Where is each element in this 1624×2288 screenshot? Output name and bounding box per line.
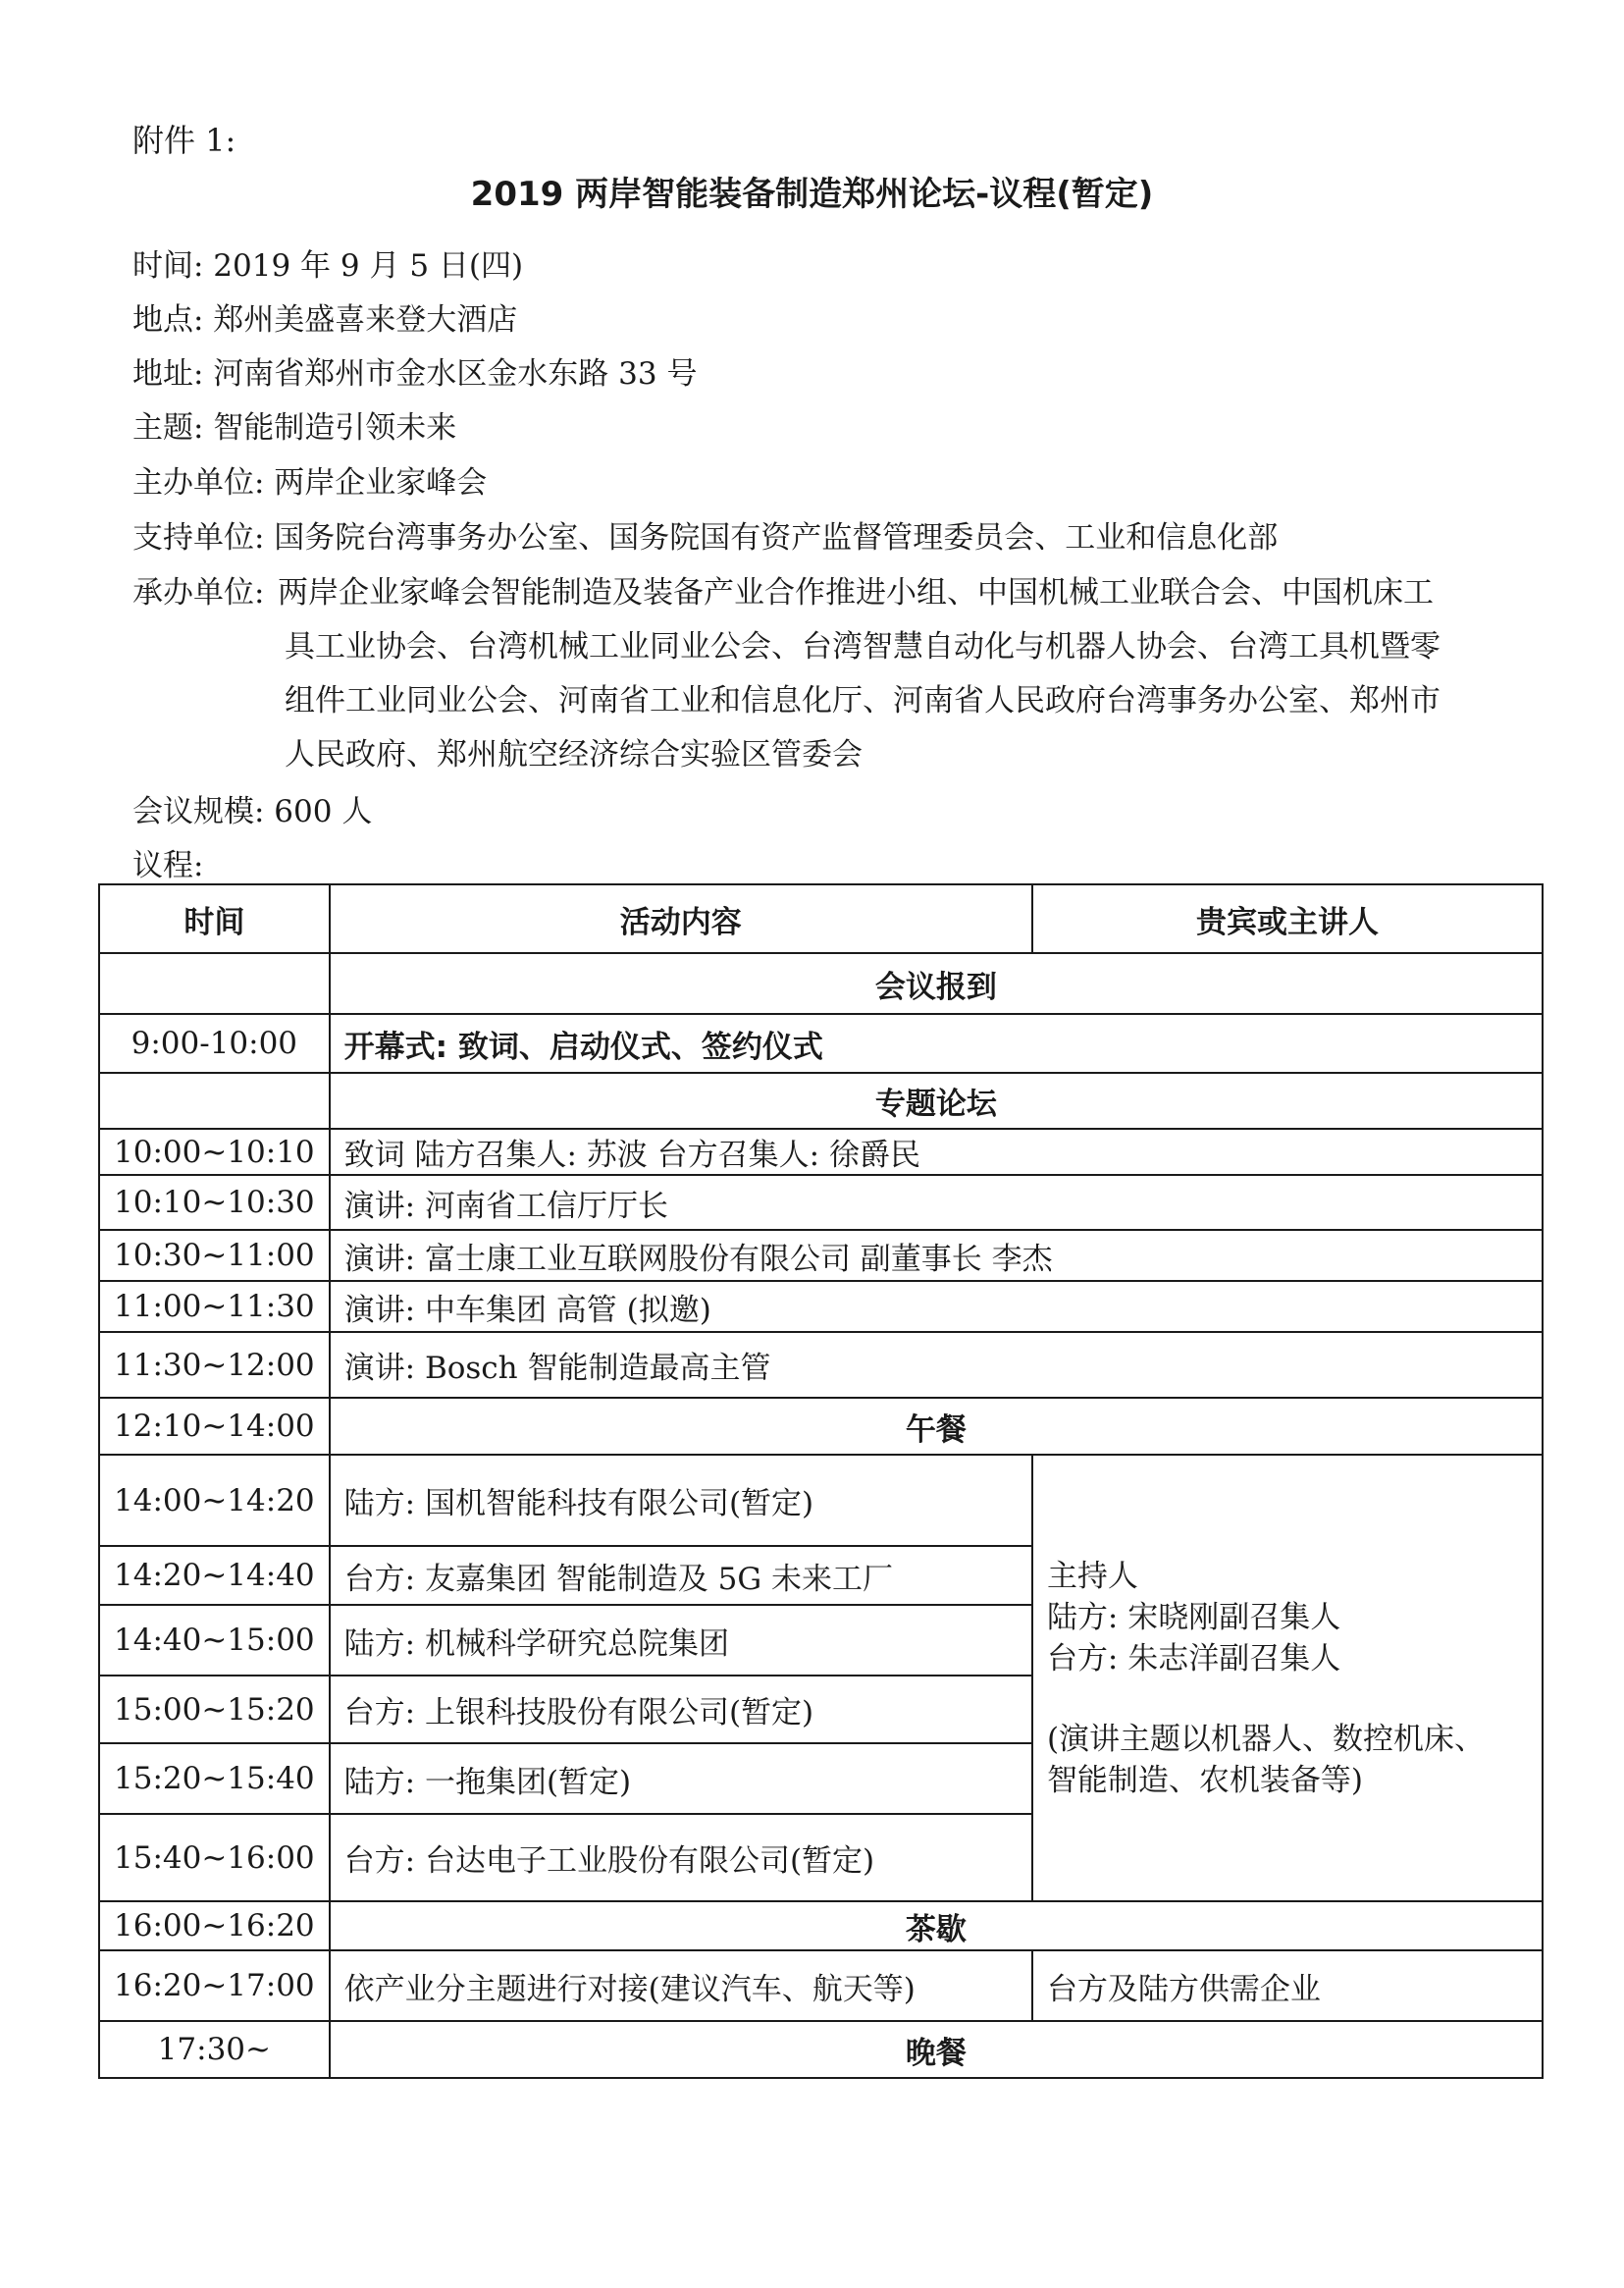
- time-cell: 10:10~10:30: [99, 1175, 330, 1230]
- table-row: [99, 1455, 1543, 1546]
- host-line: 陆方: 宋晓刚副召集人: [1046, 1599, 1341, 1635]
- table-row: [99, 1901, 1543, 1950]
- host-line: 台方: 朱志洋副召集人: [1046, 1640, 1341, 1676]
- content-cell: 演讲: 富士康工业互联网股份有限公司 副董事长 李杰: [330, 1230, 1543, 1281]
- forum-cell: 专题论坛: [330, 1073, 1543, 1129]
- organizer-line: 两岸企业家峰会智能制造及装备产业合作推进小组、中国机械工业联合会、中国机床工: [278, 575, 1434, 611]
- time-cell: 15:20~15:40: [99, 1743, 330, 1814]
- time-cell: 16:00~16:20: [99, 1901, 330, 1950]
- table-row: [99, 1129, 1543, 1175]
- host-line: 主持人: [1046, 1558, 1138, 1594]
- organizer-line: 组件工业同业公会、河南省工业和信息化厅、河南省人民政府台湾事务办公室、郑州市: [285, 683, 1441, 718]
- guest-cell: 台方及陆方供需企业: [1032, 1950, 1543, 2021]
- organizer-label: 承办单位:: [132, 575, 265, 611]
- time-cell: [99, 1073, 330, 1129]
- table-row: [99, 1281, 1543, 1332]
- info-venue: 地点: 郑州美盛喜来登大酒店: [132, 302, 518, 338]
- content-cell: 台方: 上银科技股份有限公司(暂定): [330, 1676, 1032, 1743]
- content-cell: 陆方: 一拖集团(暂定): [330, 1743, 1032, 1814]
- organizer-list: [278, 566, 1624, 782]
- table-row: [99, 1398, 1543, 1455]
- table-row: [99, 1950, 1543, 2021]
- time-cell: 16:20~17:00: [99, 1950, 330, 2021]
- content-cell: 演讲: 中车集团 高管 (拟邀): [330, 1281, 1543, 1332]
- attachment-label: 附件 1:: [132, 122, 236, 159]
- table-row: [99, 1230, 1543, 1281]
- table-header-row: [99, 884, 1543, 953]
- opening-cell: 开幕式: 致词、启动仪式、签约仪式: [330, 1014, 1543, 1073]
- tea-cell: 茶歇: [330, 1901, 1543, 1950]
- time-cell: 12:10~14:00: [99, 1398, 330, 1455]
- topic-line: (演讲主题以机器人、数控机床、: [1046, 1721, 1486, 1757]
- content-cell: 依产业分主题进行对接(建议汽车、航天等): [330, 1950, 1032, 2021]
- content-cell: 致词 陆方召集人: 苏波 台方召集人: 徐爵民: [330, 1129, 1543, 1175]
- header-time: 时间: [99, 884, 330, 953]
- table-row: [99, 1332, 1543, 1398]
- dinner-cell: 晚餐: [330, 2021, 1543, 2078]
- header-content: 活动内容: [330, 884, 1032, 953]
- info-time: 时间: 2019 年 9 月 5 日(四): [132, 248, 524, 284]
- table-row: [99, 1073, 1543, 1129]
- document-title: 2019 两岸智能装备制造郑州论坛-议程(暂定): [470, 175, 1154, 214]
- time-cell: [99, 953, 330, 1014]
- time-cell: 14:20~14:40: [99, 1546, 330, 1605]
- time-cell: 11:30~12:00: [99, 1332, 330, 1398]
- info-scale: 会议规模: 600 人: [132, 794, 373, 829]
- host-cell: [1032, 1455, 1543, 1901]
- time-cell: 14:00~14:20: [99, 1455, 330, 1546]
- registration-cell: 会议报到: [330, 953, 1543, 1014]
- organizer-line: 人民政府、郑州航空经济综合实验区管委会: [285, 737, 863, 772]
- table-row: [99, 953, 1543, 1014]
- content-cell: 台方: 台达电子工业股份有限公司(暂定): [330, 1814, 1032, 1901]
- lunch-cell: 午餐: [330, 1398, 1543, 1455]
- info-host: 主办单位: 两岸企业家峰会: [132, 465, 488, 501]
- content-cell: 台方: 友嘉集团 智能制造及 5G 未来工厂: [330, 1546, 1032, 1605]
- time-cell: 15:40~16:00: [99, 1814, 330, 1901]
- agenda-label: 议程:: [132, 848, 204, 883]
- info-theme: 主题: 智能制造引领未来: [132, 410, 457, 446]
- content-cell: 演讲: Bosch 智能制造最高主管: [330, 1332, 1543, 1398]
- table-row: [99, 1014, 1543, 1073]
- content-cell: 演讲: 河南省工信厅厅长: [330, 1175, 1543, 1230]
- time-cell: 15:00~15:20: [99, 1676, 330, 1743]
- time-cell: 10:30~11:00: [99, 1230, 330, 1281]
- table-row: [99, 2021, 1543, 2078]
- topic-line: 智能制造、农机装备等): [1046, 1762, 1364, 1798]
- time-cell: 11:00~11:30: [99, 1281, 330, 1332]
- time-cell: 17:30~: [99, 2021, 330, 2078]
- table-row: [99, 1175, 1543, 1230]
- info-address: 地址: 河南省郑州市金水区金水东路 33 号: [132, 356, 698, 392]
- agenda-table: [98, 883, 1544, 2079]
- time-cell: 14:40~15:00: [99, 1605, 330, 1676]
- time-cell: 9:00-10:00: [99, 1014, 330, 1073]
- spacer: [1047, 1679, 1528, 1719]
- time-cell: 10:00~10:10: [99, 1129, 330, 1175]
- content-cell: 陆方: 机械科学研究总院集团: [330, 1605, 1032, 1676]
- content-cell: 陆方: 国机智能科技有限公司(暂定): [330, 1455, 1032, 1546]
- header-guest: 贵宾或主讲人: [1032, 884, 1543, 953]
- info-support: 支持单位: 国务院台湾事务办公室、国务院国有资产监督管理委员会、工业和信息化部: [132, 520, 1279, 556]
- organizer-line: 具工业协会、台湾机械工业同业公会、台湾智慧自动化与机器人协会、台湾工具机暨零: [285, 629, 1441, 665]
